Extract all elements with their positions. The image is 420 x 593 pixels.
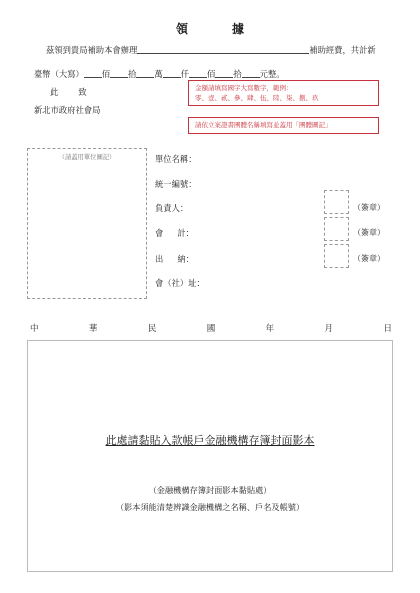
date-min: 民 bbox=[147, 324, 157, 334]
title-char-2: 據 bbox=[232, 22, 245, 36]
cashier-stamp-box[interactable] bbox=[324, 244, 349, 268]
recipient-org: 新北市政府社會局 bbox=[34, 105, 101, 115]
date-guo: 國 bbox=[206, 324, 216, 334]
cashier-label-part-2: 納： bbox=[177, 254, 194, 264]
paste-area-caption: （金融機構存簿封面影本黏貼處） bbox=[148, 485, 272, 495]
date-year: 年 bbox=[265, 324, 275, 334]
unit-shi-2: 拾 bbox=[233, 69, 242, 79]
project-name-blank[interactable] bbox=[137, 44, 309, 54]
date-day: 日 bbox=[383, 324, 392, 334]
receipt-statement-line bbox=[46, 44, 376, 56]
passbook-paste-area[interactable] bbox=[27, 340, 393, 572]
unit-bai-1: 佰 bbox=[101, 69, 111, 79]
amount-blank-3[interactable] bbox=[136, 68, 154, 78]
statement-prefix: 茲領到貴局補助本會辦理 bbox=[46, 45, 138, 55]
accountant-label-part-2: 計： bbox=[177, 228, 194, 238]
chairperson-label: 負責人： bbox=[155, 203, 189, 213]
date-month: 月 bbox=[324, 324, 334, 334]
amount-blank-2[interactable] bbox=[110, 68, 128, 78]
amount-prefix: 臺幣（大寫） bbox=[34, 69, 84, 79]
cashier-label-part-1: 出 bbox=[155, 254, 164, 264]
accountant-stamp-label: （簽章） bbox=[353, 228, 385, 237]
date-zhong: 中 bbox=[30, 324, 39, 334]
unit-shi-1: 拾 bbox=[128, 69, 137, 79]
date-line bbox=[30, 322, 392, 334]
paste-area-requirement: （影本須能清楚辨識金融機構之名稱、戶名及帳號） bbox=[115, 502, 305, 512]
unit-wan: 萬 bbox=[154, 69, 163, 79]
accountant-label-part-1: 會 bbox=[155, 228, 164, 238]
unit-bai-2: 佰 bbox=[207, 69, 216, 79]
amount-blank-5[interactable] bbox=[189, 68, 207, 78]
document-title bbox=[0, 20, 420, 37]
chairperson-stamp-box[interactable] bbox=[324, 190, 349, 214]
amount-line bbox=[34, 68, 285, 80]
salutation bbox=[50, 86, 87, 98]
title-char-1: 領 bbox=[175, 22, 188, 36]
unit-qian: 仟 bbox=[180, 69, 190, 79]
cashier-label bbox=[155, 253, 194, 265]
uppercase-amount-note bbox=[188, 80, 379, 106]
amount-blank-1[interactable] bbox=[84, 68, 102, 78]
salutation-ci: 此 bbox=[50, 87, 59, 97]
accountant-stamp-box[interactable] bbox=[324, 217, 349, 241]
uppercase-note-line-2: 零、壹、貳、參、肆、伍、陸、柒、捌、玖 bbox=[195, 94, 319, 102]
unit-seal-hint: （請蓋用單位圖記） bbox=[58, 154, 116, 161]
amount-blank-7[interactable] bbox=[242, 68, 260, 78]
amount-blank-6[interactable] bbox=[215, 68, 233, 78]
unit-yuan: 元整。 bbox=[259, 69, 285, 79]
accountant-label bbox=[155, 227, 194, 239]
cashier-stamp-label: （簽章） bbox=[353, 254, 385, 263]
salutation-zhi: 致 bbox=[78, 87, 87, 97]
tax-id-label: 統一編號： bbox=[155, 179, 197, 189]
unit-seal-box[interactable] bbox=[27, 148, 147, 299]
date-hua: 華 bbox=[88, 324, 98, 334]
paste-instruction: 此處請黏貼入款帳戶金融機構存簿封面影本 bbox=[105, 434, 315, 447]
address-label: 會（社）址： bbox=[155, 278, 205, 288]
statement-suffix: 補助經費，共計新 bbox=[309, 45, 376, 55]
group-seal-note: 請依立案證書團體名稱填寫並蓋用「團體圖記」 bbox=[188, 117, 379, 134]
chairperson-stamp-label: （簽章） bbox=[353, 203, 385, 212]
unit-name-label: 單位名稱： bbox=[155, 154, 197, 164]
uppercase-note-line-1: 金額請填寫國字大寫數字，範例： bbox=[195, 84, 293, 92]
amount-blank-4[interactable] bbox=[163, 68, 181, 78]
